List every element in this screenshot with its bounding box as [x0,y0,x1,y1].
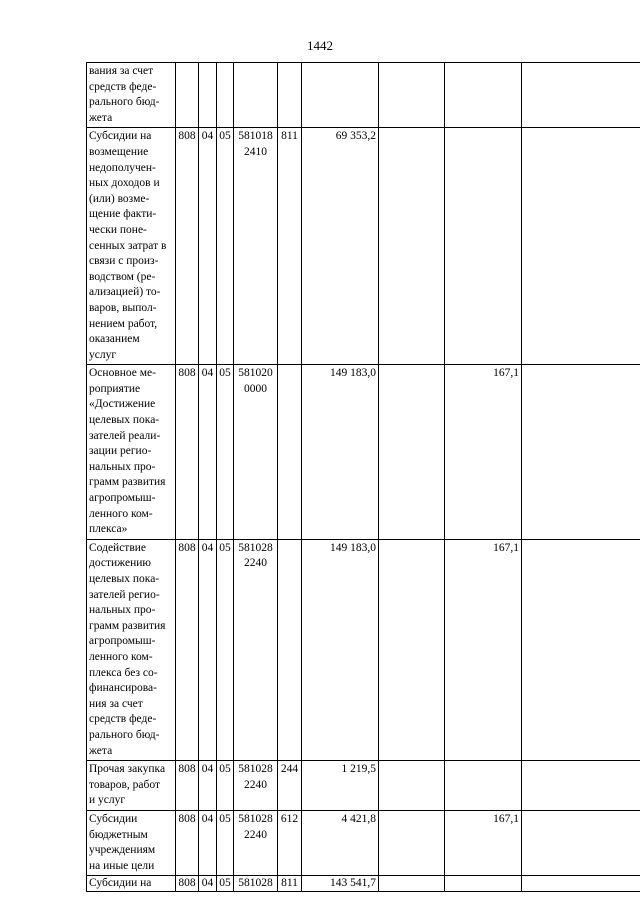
amount-4 [522,539,640,760]
expense-type-code: 811 [278,876,302,892]
target-article-code-part: 581028 [238,541,273,554]
row-name-line: роприятие [89,382,141,395]
amount-4 [522,128,640,365]
target-article-code-part: 581028 [238,877,273,890]
row-name-line: жета [89,744,113,757]
expense-type-code [278,365,302,540]
ved-code: 808 [176,365,199,540]
expense-type-code: 612 [278,810,302,875]
row-name-line: недополучен- [89,161,156,174]
row-name-line: ных доходов и [89,177,160,190]
table-row [87,761,640,811]
row-name-line: грамм развития [89,476,166,489]
table-row [87,128,640,365]
row-name [87,876,176,892]
row-name-line: ленного ком- [89,507,153,520]
expense-type-code: 244 [278,761,302,811]
amount-3: 167,1 [445,365,522,540]
amount-2 [379,876,445,892]
section-code: 04 [199,761,217,811]
ved-code [176,63,199,128]
target-article-code-part: 2240 [244,828,267,841]
row-name-line: плекса без со- [89,666,158,679]
row-name-line: нальных про- [89,460,156,473]
row-name-line: варов, выпол- [89,301,157,314]
table-row [87,63,640,128]
row-name [87,761,176,811]
row-name-line: Субсидии на [89,130,152,143]
subsection-code: 05 [217,761,234,811]
subsection-code: 05 [217,365,234,540]
target-article-code-part: 581028 [238,763,273,776]
target-article-code [234,539,278,760]
amount-1: 69 353,2 [302,128,379,365]
amount-3 [445,128,522,365]
amount-1: 4 421,8 [302,810,379,875]
amount-4 [522,876,640,892]
ved-code: 808 [176,761,199,811]
ved-code: 808 [176,810,199,875]
row-name-line: грамм развития [89,619,166,632]
row-name-line: агропромыш- [89,492,156,505]
target-article-code [234,876,278,892]
target-article-code-part: 581020 [238,367,273,380]
row-name-line: учреждениям [89,844,156,857]
target-article-code-part: 2240 [244,778,267,791]
amount-1 [302,63,379,128]
row-name-line: зации регио- [89,445,152,458]
row-name-line: средств феде- [89,713,157,726]
ved-code: 808 [176,876,199,892]
row-name-line: возмещение [89,145,149,158]
table-row [87,810,640,875]
row-name-line: Субсидии на [89,877,152,890]
subsection-code: 05 [217,810,234,875]
target-article-code-part: 2240 [244,557,267,570]
row-name-line: зателей регио- [89,588,160,601]
table-row [87,365,640,540]
row-name-line: плекса» [89,523,128,536]
row-name-line: рального бюд- [89,728,160,741]
amount-4 [522,63,640,128]
amount-1: 143 541,7 [302,876,379,892]
row-name-line: вания за счет [89,65,154,77]
amount-3: 167,1 [445,539,522,760]
row-name-line: «Достижение [89,398,156,411]
amount-3 [445,63,522,128]
row-name-line: связи с произ- [89,255,159,268]
row-name-line: оказанием [89,333,140,346]
row-name-line: агропромыш- [89,635,156,648]
row-name-line: бюджетным [89,828,148,841]
amount-1: 1 219,5 [302,761,379,811]
row-name-line: (или) возме- [89,192,150,205]
section-code: 04 [199,539,217,760]
amount-1: 149 183,0 [302,539,379,760]
row-name-line: целевых пока- [89,414,160,427]
row-name-line: на иные цели [89,859,155,872]
subsection-code: 05 [217,876,234,892]
section-code: 04 [199,128,217,365]
expense-type-code [278,539,302,760]
subsection-code: 05 [217,539,234,760]
row-name [87,128,176,365]
target-article-code-part: 0000 [244,382,267,395]
target-article-code [234,128,278,365]
amount-3 [445,876,522,892]
row-name-line: сенных затрат в [89,239,167,252]
row-name-line: ния за счет [89,697,143,710]
target-article-code-part: 581018 [238,130,273,143]
row-name-line: финансирова- [89,682,157,695]
budget-table-body [87,63,640,892]
row-name-line: достижению [89,557,151,570]
amount-2 [379,128,445,365]
expense-type-code [278,63,302,128]
expense-type-code: 811 [278,128,302,365]
amount-3: 167,1 [445,810,522,875]
budget-table [86,62,640,892]
row-name-line: Содействие [89,541,147,554]
section-code: 04 [199,365,217,540]
row-name-line: услуг [89,348,117,361]
target-article-code [234,365,278,540]
row-name-line: и услуг [89,794,126,807]
amount-2 [379,365,445,540]
row-name-line: щение факти- [89,208,157,221]
target-article-code [234,63,278,128]
row-name-line: целевых пока- [89,573,160,585]
section-code: 04 [199,810,217,875]
row-name-line: жета [89,111,113,124]
target-article-code [234,810,278,875]
ved-code: 808 [176,128,199,365]
amount-4 [522,761,640,811]
amount-4 [522,365,640,540]
target-article-code [234,761,278,811]
amount-4 [522,810,640,875]
page-number: 1442 [307,38,333,53]
row-name-line: Основное ме- [89,367,156,380]
row-name [87,63,176,128]
target-article-code-part: 581028 [238,812,273,825]
row-name-line: ленного ком- [89,650,153,663]
amount-2 [379,539,445,760]
target-article-code-part: 2410 [244,145,267,158]
section-code [199,63,217,128]
ved-code: 808 [176,539,199,760]
amount-2 [379,810,445,875]
row-name-line: зателей реали- [89,429,161,442]
row-name-line: чески поне- [89,223,147,236]
amount-3 [445,761,522,811]
table-row [87,876,640,892]
amount-2 [379,63,445,128]
row-name [87,810,176,875]
subsection-code: 05 [217,128,234,365]
row-name-line: нальных про- [89,604,156,617]
subsection-code [217,63,234,128]
row-name-line: Субсидии [89,812,138,825]
row-name-line: ализацией) то- [89,286,161,299]
row-name-line: рального бюд- [89,96,160,109]
amount-1: 149 183,0 [302,365,379,540]
section-code: 04 [199,876,217,892]
row-name-line: нением работ, [89,317,158,330]
row-name-line: Прочая закупка [89,763,166,776]
row-name-line: водством (ре- [89,270,156,283]
row-name [87,365,176,540]
row-name-line: средств феде- [89,80,157,93]
row-name-line: товаров, работ [89,778,161,791]
row-name [87,539,176,760]
table-row [87,539,640,760]
amount-2 [379,761,445,811]
